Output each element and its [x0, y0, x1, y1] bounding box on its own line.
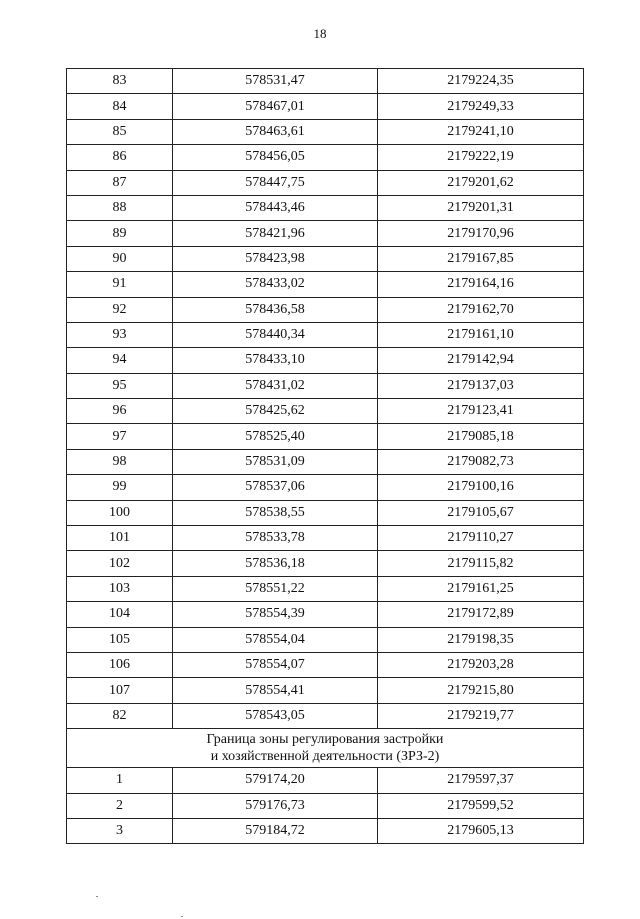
point-number-cell: 98 — [67, 449, 173, 474]
x-coordinate-cell: 578423,98 — [173, 246, 378, 271]
point-number-cell: 89 — [67, 221, 173, 246]
table-row — [67, 119, 584, 144]
y-coordinate-cell: 2179137,03 — [378, 373, 584, 398]
x-coordinate-cell: 578433,10 — [173, 348, 378, 373]
table-row — [67, 195, 584, 220]
point-number-cell: 103 — [67, 576, 173, 601]
point-number-cell: 94 — [67, 348, 173, 373]
point-number-cell: 102 — [67, 551, 173, 576]
y-coordinate-cell: 2179161,10 — [378, 322, 584, 347]
point-number-cell: 106 — [67, 652, 173, 677]
x-coordinate-cell: 578431,02 — [173, 373, 378, 398]
y-coordinate-cell: 2179605,13 — [378, 818, 584, 843]
table-row — [67, 703, 584, 728]
point-number-cell: 105 — [67, 627, 173, 652]
y-coordinate-cell: 2179161,25 — [378, 576, 584, 601]
point-number-cell: 104 — [67, 602, 173, 627]
y-coordinate-cell: 2179201,31 — [378, 195, 584, 220]
table-row — [67, 678, 584, 703]
coordinates-table — [66, 68, 584, 844]
point-number-cell: 107 — [67, 678, 173, 703]
table-row — [67, 500, 584, 525]
page-number: 18 — [313, 26, 327, 41]
x-coordinate-cell: 578467,01 — [173, 94, 378, 119]
y-coordinate-cell: 2179167,85 — [378, 246, 584, 271]
x-coordinate-cell: 578440,34 — [173, 322, 378, 347]
table-row — [67, 170, 584, 195]
y-coordinate-cell: 2179100,16 — [378, 475, 584, 500]
y-coordinate-cell: 2179082,73 — [378, 449, 584, 474]
point-number-cell: 99 — [67, 475, 173, 500]
x-coordinate-cell: 578421,96 — [173, 221, 378, 246]
point-number-cell: 82 — [67, 703, 173, 728]
y-coordinate-cell: 2179115,82 — [378, 551, 584, 576]
y-coordinate-cell: 2179172,89 — [378, 602, 584, 627]
table-row — [67, 768, 584, 793]
point-number-cell: 92 — [67, 297, 173, 322]
point-number-cell: 86 — [67, 145, 173, 170]
x-coordinate-cell: 578447,75 — [173, 170, 378, 195]
table-row — [67, 602, 584, 627]
table-row — [67, 322, 584, 347]
x-coordinate-cell: 578531,09 — [173, 449, 378, 474]
point-number-cell: 101 — [67, 526, 173, 551]
point-number-cell: 96 — [67, 399, 173, 424]
table-row — [67, 246, 584, 271]
y-coordinate-cell: 2179198,35 — [378, 627, 584, 652]
table-row — [67, 272, 584, 297]
point-number-cell: 90 — [67, 246, 173, 271]
y-coordinate-cell: 2179597,37 — [378, 768, 584, 793]
section-title — [67, 729, 584, 768]
table-row — [67, 348, 584, 373]
point-number-cell: 93 — [67, 322, 173, 347]
x-coordinate-cell: 578443,46 — [173, 195, 378, 220]
x-coordinate-cell: 579176,73 — [173, 793, 378, 818]
table-row — [67, 145, 584, 170]
table-row — [67, 69, 584, 94]
table-row — [67, 373, 584, 398]
table-row — [67, 652, 584, 677]
x-coordinate-cell: 578554,41 — [173, 678, 378, 703]
point-number-cell: 83 — [67, 69, 173, 94]
y-coordinate-cell: 2179123,41 — [378, 399, 584, 424]
x-coordinate-cell: 578525,40 — [173, 424, 378, 449]
y-coordinate-cell: 2179162,70 — [378, 297, 584, 322]
x-coordinate-cell: 579174,20 — [173, 768, 378, 793]
x-coordinate-cell: 578554,39 — [173, 602, 378, 627]
x-coordinate-cell: 578531,47 — [173, 69, 378, 94]
point-number-cell: 88 — [67, 195, 173, 220]
x-coordinate-cell: 579184,72 — [173, 818, 378, 843]
table-row — [67, 94, 584, 119]
table-row — [67, 221, 584, 246]
table-row — [67, 449, 584, 474]
x-coordinate-cell: 578554,07 — [173, 652, 378, 677]
y-coordinate-cell: 2179222,19 — [378, 145, 584, 170]
point-number-cell: 85 — [67, 119, 173, 144]
y-coordinate-cell: 2179085,18 — [378, 424, 584, 449]
y-coordinate-cell: 2179170,96 — [378, 221, 584, 246]
table-row — [67, 526, 584, 551]
scan-speck — [96, 896, 98, 897]
point-number-cell: 2 — [67, 793, 173, 818]
x-coordinate-cell: 578543,05 — [173, 703, 378, 728]
point-number-cell: 1 — [67, 768, 173, 793]
scan-speck — [181, 916, 183, 917]
point-number-cell: 91 — [67, 272, 173, 297]
x-coordinate-cell: 578425,62 — [173, 399, 378, 424]
table-row — [67, 576, 584, 601]
point-number-cell: 97 — [67, 424, 173, 449]
coordinates-rows-before — [67, 69, 584, 729]
x-coordinate-cell: 578551,22 — [173, 576, 378, 601]
y-coordinate-cell: 2179219,77 — [378, 703, 584, 728]
point-number-cell: 95 — [67, 373, 173, 398]
x-coordinate-cell: 578554,04 — [173, 627, 378, 652]
point-number-cell: 3 — [67, 818, 173, 843]
table-row — [67, 551, 584, 576]
section-header-group — [67, 729, 584, 768]
y-coordinate-cell: 2179249,33 — [378, 94, 584, 119]
table-row — [67, 297, 584, 322]
x-coordinate-cell: 578538,55 — [173, 500, 378, 525]
section-title-line-1: Граница зоны регулирования застройки — [206, 732, 444, 748]
y-coordinate-cell: 2179142,94 — [378, 348, 584, 373]
table-row — [67, 627, 584, 652]
point-number-cell: 84 — [67, 94, 173, 119]
y-coordinate-cell: 2179241,10 — [378, 119, 584, 144]
x-coordinate-cell: 578537,06 — [173, 475, 378, 500]
y-coordinate-cell: 2179105,67 — [378, 500, 584, 525]
y-coordinate-cell: 2179203,28 — [378, 652, 584, 677]
section-header-row — [67, 729, 584, 768]
y-coordinate-cell: 2179164,16 — [378, 272, 584, 297]
x-coordinate-cell: 578533,78 — [173, 526, 378, 551]
point-number-cell: 87 — [67, 170, 173, 195]
table-row — [67, 475, 584, 500]
y-coordinate-cell: 2179224,35 — [378, 69, 584, 94]
table-row — [67, 424, 584, 449]
y-coordinate-cell: 2179599,52 — [378, 793, 584, 818]
coordinates-rows-after — [67, 768, 584, 844]
x-coordinate-cell: 578536,18 — [173, 551, 378, 576]
point-number-cell: 100 — [67, 500, 173, 525]
table-row — [67, 818, 584, 843]
x-coordinate-cell: 578456,05 — [173, 145, 378, 170]
x-coordinate-cell: 578433,02 — [173, 272, 378, 297]
table-row — [67, 399, 584, 424]
section-title-line-2: и хозяйственной деятельности (ЗРЗ-2) — [210, 749, 440, 765]
y-coordinate-cell: 2179215,80 — [378, 678, 584, 703]
y-coordinate-cell: 2179110,27 — [378, 526, 584, 551]
table-row — [67, 793, 584, 818]
y-coordinate-cell: 2179201,62 — [378, 170, 584, 195]
x-coordinate-cell: 578436,58 — [173, 297, 378, 322]
x-coordinate-cell: 578463,61 — [173, 119, 378, 144]
